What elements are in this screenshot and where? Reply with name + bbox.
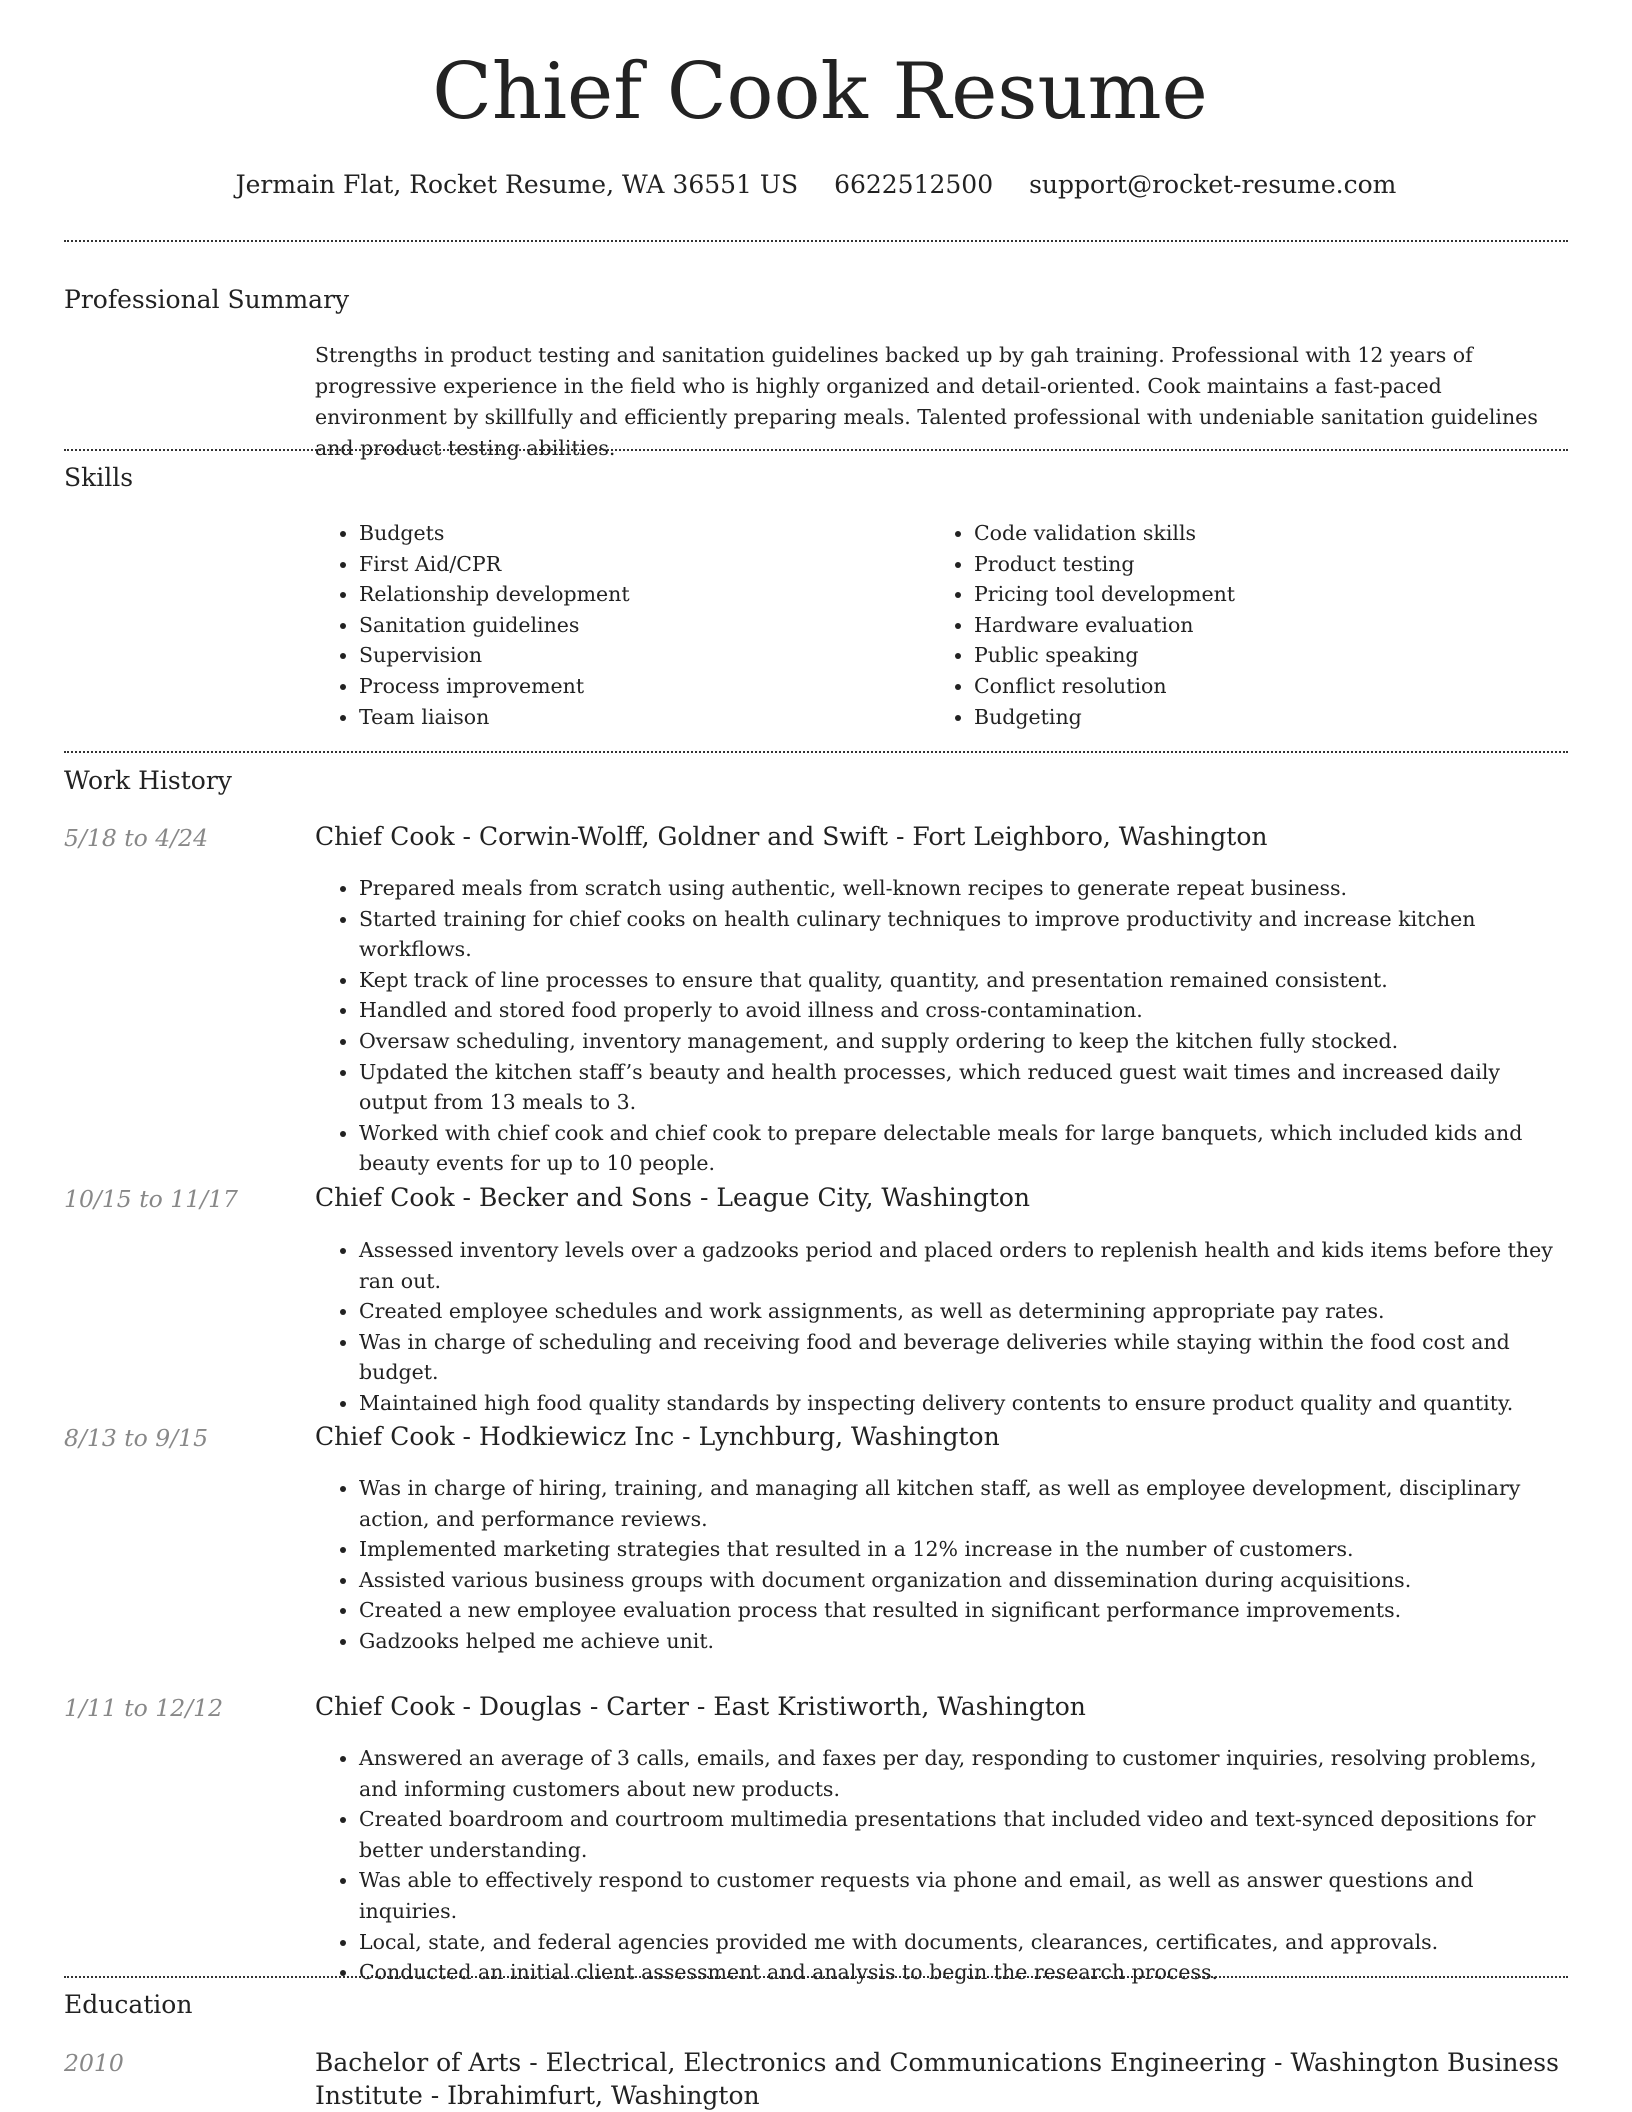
skill-item: • First Aid/CPR (359, 549, 915, 580)
job-bullet: • Local, state, and federal agencies provided me with documents, clearances, certificates, and approvals. (359, 1927, 1568, 1958)
job-bullet: • Oversaw scheduling, inventory management, and supply ordering to keep the kitchen fully stocked. (359, 1026, 1568, 1057)
section-title-summary: Professional Summary (64, 285, 350, 314)
job-bullet: • Prepared meals from scratch using authentic, well-known recipes to generate repeat business. (359, 873, 1568, 904)
contact-address: Jermain Flat, Rocket Resume, WA 36551 US (235, 170, 799, 199)
job-bullet: • Started training for chief cooks on health culinary techniques to improve productivity and increase kitchen workflows. (359, 904, 1568, 965)
job-bullet: • Maintained high food quality standards by inspecting delivery contents to ensure product quality and quantity. (359, 1388, 1568, 1419)
job-date: 8/13 to 9/15 (64, 1424, 209, 1452)
skill-item: • Budgets (359, 518, 915, 549)
job-bullet: • Conducted an initial client assessment and analysis to begin the research process. (359, 1957, 1568, 1988)
education-date: 2010 (64, 2049, 124, 2077)
job-bullet: • Updated the kitchen staff’s beauty and health processes, which reduced guest wait times and increased daily output from 13 meals to 3. (359, 1057, 1568, 1118)
skill-item: • Sanitation guidelines (359, 610, 915, 641)
job-title: Chief Cook - Becker and Sons - League City, Washington (315, 1183, 1031, 1212)
job-bullet: • Created employee schedules and work assignments, as well as determining appropriate pay rates. (359, 1296, 1568, 1327)
skills-column-right (930, 518, 1530, 732)
job-bullet: • Kept track of line processes to ensure that quality, quantity, and presentation remained consistent. (359, 965, 1568, 996)
job-bullet: • Answered an average of 3 calls, emails, and faxes per day, responding to customer inquiries, resolving problems, and informing customers about new products. (359, 1743, 1568, 1804)
job-bullets (315, 1743, 1568, 1988)
skill-item: • Code validation skills (974, 518, 1530, 549)
divider (64, 449, 1568, 451)
skill-item: • Supervision (359, 640, 915, 671)
skill-item: • Relationship development (359, 579, 915, 610)
job-bullet: • Assessed inventory levels over a gadzooks period and placed orders to replenish health and kids items before they ran out. (359, 1235, 1568, 1296)
section-title-work-history: Work History (64, 766, 232, 795)
contact-phone: 6622512500 (834, 170, 994, 199)
job-bullet: • Implemented marketing strategies that resulted in a 12% increase in the number of customers. (359, 1534, 1568, 1565)
job-bullet: • Gadzooks helped me achieve unit. (359, 1626, 1568, 1657)
job-bullet: • Created a new employee evaluation process that resulted in significant performance improvements. (359, 1595, 1568, 1626)
job-title: Chief Cook - Corwin-Wolff, Goldner and Swift - Fort Leighboro, Washington (315, 822, 1268, 851)
section-title-education: Education (64, 1990, 193, 2019)
job-bullet: • Was in charge of scheduling and receiving food and beverage deliveries while staying within the food cost and budget. (359, 1327, 1568, 1388)
divider (64, 240, 1568, 242)
contact-email: support@rocket-resume.com (1029, 170, 1397, 199)
skills-column-left (315, 518, 915, 732)
skill-item: • Budgeting (974, 702, 1530, 733)
job-date: 1/11 to 12/12 (64, 1694, 224, 1722)
job-date: 5/18 to 4/24 (64, 824, 209, 852)
job-bullet: • Assisted various business groups with document organization and dissemination during acquisitions. (359, 1565, 1568, 1596)
job-bullet: • Created boardroom and courtroom multimedia presentations that included video and text-synced depositions for better understanding. (359, 1804, 1568, 1865)
resume-title: Chief Cook Resume (432, 47, 1208, 137)
job-title: Chief Cook - Douglas - Carter - East Kristiworth, Washington (315, 1692, 1086, 1721)
contact-line (0, 170, 1632, 199)
job-bullets (315, 1473, 1568, 1657)
skill-item: • Team liaison (359, 702, 915, 733)
education-title: Bachelor of Arts - Electrical, Electronics and Communications Engineering - Washington Business Institute - Ibrahimfurt, Washington (315, 2048, 1559, 2110)
summary-text: Strengths in product testing and sanitation guidelines backed up by gah training. Professional with 12 years of progressive experience in the field who is highly organized and detail-oriented. Cook maintains a fast-paced environment by skillfully and efficiently preparing meals. Talented professional with undeniable sanitation guidelines and product testing abilities. (315, 343, 1538, 460)
divider (64, 1976, 1568, 1978)
job-bullets (315, 873, 1568, 1179)
job-date: 10/15 to 11/17 (64, 1185, 238, 1213)
job-bullets (315, 1235, 1568, 1419)
job-bullet: • Handled and stored food properly to avoid illness and cross-contamination. (359, 995, 1568, 1026)
job-title: Chief Cook - Hodkiewicz Inc - Lynchburg, Washington (315, 1422, 1000, 1451)
skill-item: • Public speaking (974, 640, 1530, 671)
skill-item: • Pricing tool development (974, 579, 1530, 610)
skill-item: • Hardware evaluation (974, 610, 1530, 641)
skill-item: • Process improvement (359, 671, 915, 702)
job-bullet: • Worked with chief cook and chief cook to prepare delectable meals for large banquets, which included kids and beauty events for up to 10 people. (359, 1118, 1568, 1179)
job-bullet: • Was able to effectively respond to customer requests via phone and email, as well as answer questions and inquiries. (359, 1865, 1568, 1926)
divider (64, 751, 1568, 753)
section-title-skills: Skills (64, 463, 134, 492)
skill-item: • Conflict resolution (974, 671, 1530, 702)
skill-item: • Product testing (974, 549, 1530, 580)
job-bullet: • Was in charge of hiring, training, and managing all kitchen staff, as well as employee development, disciplinary action, and performance reviews. (359, 1473, 1568, 1534)
